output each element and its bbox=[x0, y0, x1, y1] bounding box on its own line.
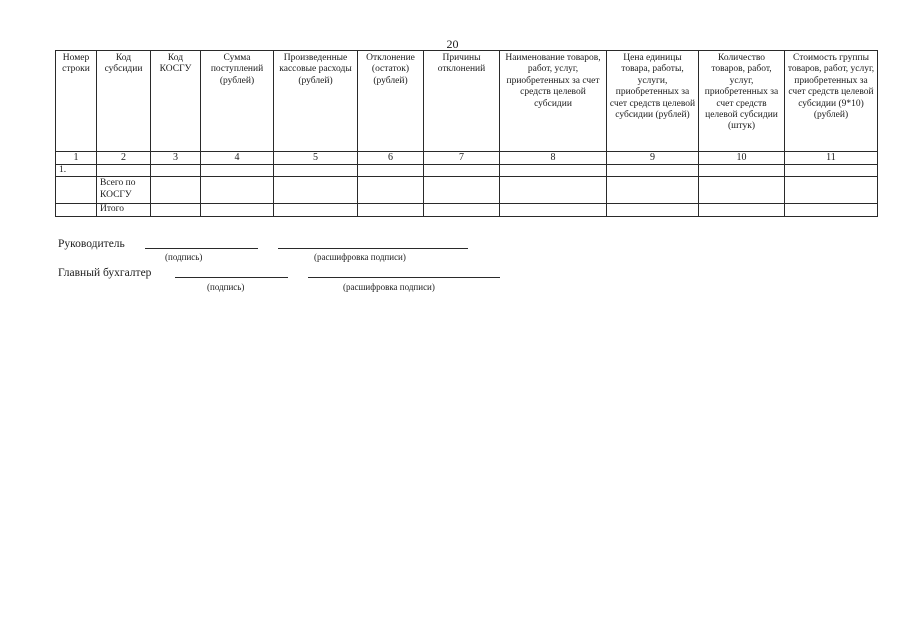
table-cell bbox=[201, 165, 274, 177]
header-cell-cash-expenses: Произведенные кассовые расходы (рублей) bbox=[274, 51, 358, 152]
header-cell-quantity: Количество товаров, работ, услуг, приобретенных за счет средств целевой субсидии (штук) bbox=[699, 51, 785, 152]
head-signature-line bbox=[145, 248, 258, 249]
table-cell bbox=[424, 165, 500, 177]
table-cell bbox=[500, 177, 607, 204]
head-signature-block bbox=[58, 238, 558, 268]
table-cell bbox=[274, 165, 358, 177]
column-number: 1 bbox=[56, 152, 97, 165]
table-cell bbox=[151, 177, 201, 204]
header-cell-deviation: Отклонение (остаток) (рублей) bbox=[358, 51, 424, 152]
table-cell bbox=[785, 204, 878, 216]
accountant-signature-block bbox=[58, 267, 558, 297]
table-cell bbox=[56, 204, 97, 216]
table-cell bbox=[500, 165, 607, 177]
table-cell bbox=[699, 204, 785, 216]
table-cell bbox=[699, 165, 785, 177]
column-number: 2 bbox=[97, 152, 151, 165]
table-cell bbox=[274, 204, 358, 216]
accountant-signature-label: Главный бухгалтер bbox=[58, 267, 152, 279]
column-number: 9 bbox=[607, 152, 699, 165]
header-cell-receipts-sum: Сумма поступлений (рублей) bbox=[201, 51, 274, 152]
column-number: 8 bbox=[500, 152, 607, 165]
table-cell: Всего по КОСГУ bbox=[97, 177, 151, 204]
table-cell bbox=[358, 204, 424, 216]
table-row bbox=[56, 165, 878, 177]
header-cell-subsidy-code: Код субсидии bbox=[97, 51, 151, 152]
table-cell bbox=[151, 165, 201, 177]
table-cell bbox=[358, 177, 424, 204]
table-cell bbox=[607, 165, 699, 177]
head-signature-label: Руководитель bbox=[58, 238, 125, 250]
table-cell bbox=[56, 177, 97, 204]
header-cell-goods-name: Наименование товаров, работ, услуг, приобретенных за счет средств целевой субсидии bbox=[500, 51, 607, 152]
page-number: 20 bbox=[446, 37, 459, 51]
table-cell bbox=[424, 177, 500, 204]
table-row bbox=[56, 204, 878, 216]
header-cell-kosgu-code: Код КОСГУ bbox=[151, 51, 201, 152]
accountant-signature-line bbox=[175, 277, 288, 278]
table-cell bbox=[274, 177, 358, 204]
column-number-row bbox=[56, 152, 878, 165]
head-decode-caption: (расшифровка подписи) bbox=[314, 252, 406, 262]
head-decode-line bbox=[278, 248, 468, 249]
table-cell bbox=[201, 204, 274, 216]
table-cell bbox=[785, 177, 878, 204]
table-cell bbox=[607, 177, 699, 204]
column-number: 10 bbox=[699, 152, 785, 165]
table-row bbox=[56, 177, 878, 204]
accountant-decode-line bbox=[308, 277, 500, 278]
table-cell: Итого bbox=[97, 204, 151, 216]
table-cell bbox=[358, 165, 424, 177]
table-cell bbox=[699, 177, 785, 204]
header-cell-group-cost: Стоимость группы товаров, работ, услуг, приобретенных за счет средств целевой субсидии (9*10) (рублей) bbox=[785, 51, 878, 152]
column-number: 7 bbox=[424, 152, 500, 165]
table-cell bbox=[151, 204, 201, 216]
column-number: 5 bbox=[274, 152, 358, 165]
column-number: 4 bbox=[201, 152, 274, 165]
header-cell-line-number: Номер строки bbox=[56, 51, 97, 152]
table-cell: 1. bbox=[56, 165, 97, 177]
accountant-decode-caption: (расшифровка подписи) bbox=[343, 282, 435, 292]
column-number: 6 bbox=[358, 152, 424, 165]
table-cell bbox=[785, 165, 878, 177]
column-number: 11 bbox=[785, 152, 878, 165]
header-cell-unit-price: Цена единицы товара, работы, услуги, приобретенных за счет средств целевой субсидии (рублей) bbox=[607, 51, 699, 152]
table-header-row bbox=[56, 51, 878, 152]
head-signature-caption: (подпись) bbox=[165, 252, 203, 262]
table-cell bbox=[500, 204, 607, 216]
table-cell bbox=[97, 165, 151, 177]
accountant-signature-caption: (подпись) bbox=[207, 282, 245, 292]
report-table bbox=[55, 50, 878, 217]
header-cell-deviation-reasons: Причины отклонений bbox=[424, 51, 500, 152]
table-cell bbox=[424, 204, 500, 216]
table-cell bbox=[607, 204, 699, 216]
table-cell bbox=[201, 177, 274, 204]
column-number: 3 bbox=[151, 152, 201, 165]
